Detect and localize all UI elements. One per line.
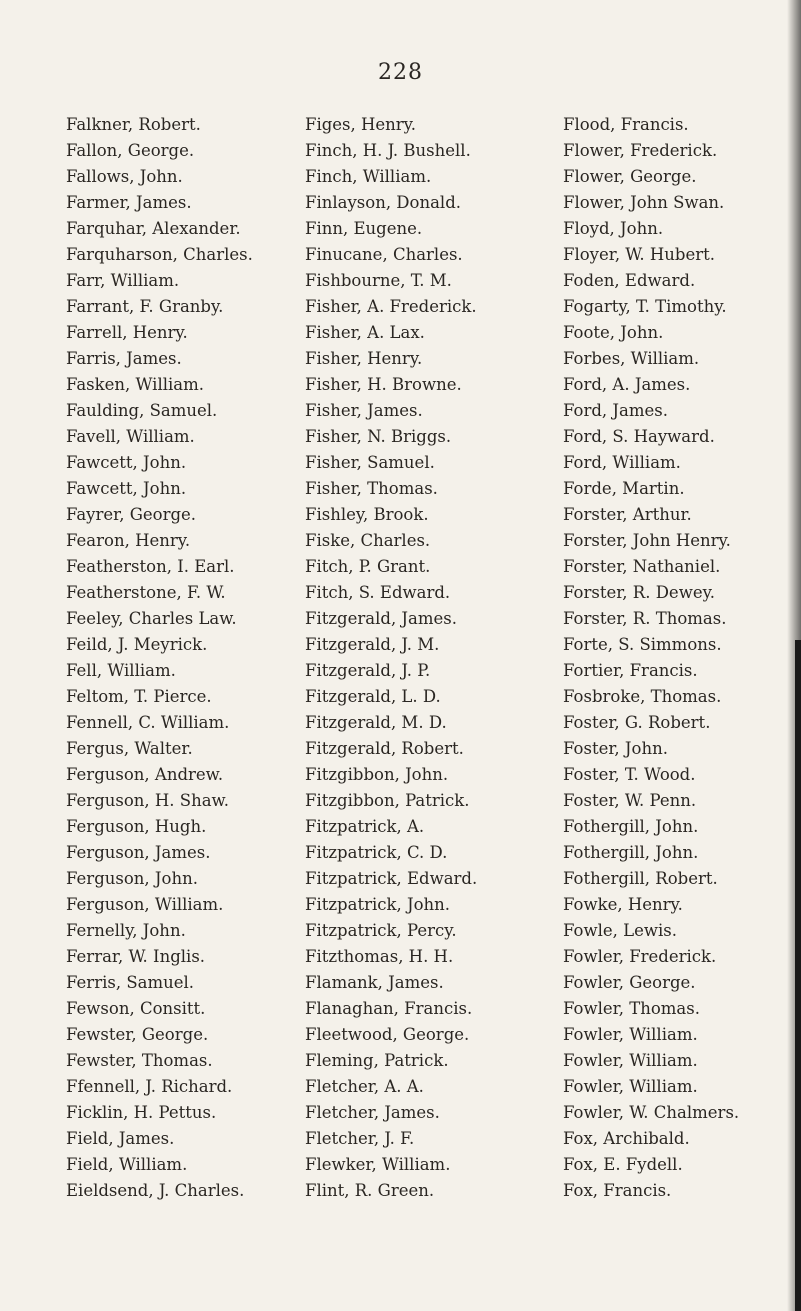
index-entry: Foster, T. Wood. — [563, 765, 696, 784]
index-entry: Fowler, W. Chalmers. — [563, 1103, 740, 1122]
index-entry: Fitzgerald, M. D. — [305, 713, 447, 732]
column-3 — [563, 112, 788, 1204]
index-entry: Ferguson, John. — [66, 869, 198, 888]
index-entry: Field, James. — [66, 1129, 175, 1148]
index-entry: Ford, S. Hayward. — [563, 427, 715, 446]
index-entry: Fitch, S. Edward. — [305, 583, 451, 602]
index-entry: Fitch, P. Grant. — [305, 557, 431, 576]
index-entry: Forster, R. Dewey. — [563, 583, 715, 602]
index-entry: Ffennell, J. Richard. — [66, 1077, 233, 1096]
index-entry: Fewster, Thomas. — [66, 1051, 213, 1070]
index-entry: Fitzgerald, J. P. — [305, 661, 431, 680]
index-entry: Ferguson, Hugh. — [66, 817, 207, 836]
index-entry: Farrell, Henry. — [66, 323, 188, 342]
index-entry: Fox, E. Fydell. — [563, 1155, 683, 1174]
index-entry: Fisher, N. Briggs. — [305, 427, 452, 446]
index-entry: Fewson, Consitt. — [66, 999, 206, 1018]
index-entry: Fox, Archibald. — [563, 1129, 690, 1148]
index-entry: Fowler, Thomas. — [563, 999, 700, 1018]
index-entry: Fisher, A. Lax. — [305, 323, 425, 342]
index-entry: Fitzpatrick, Edward. — [305, 869, 478, 888]
index-entry: Flamank, James. — [305, 973, 444, 992]
index-entry: Featherston, I. Earl. — [66, 557, 235, 576]
index-entry: Feeley, Charles Law. — [66, 609, 237, 628]
index-entry: Feltom, T. Pierce. — [66, 687, 212, 706]
index-entry: Fowler, William. — [563, 1077, 698, 1096]
index-entry: Floyer, W. Hubert. — [563, 245, 715, 264]
index-entry: Figes, Henry. — [305, 115, 417, 134]
index-entry: Forte, S. Simmons. — [563, 635, 722, 654]
index-entry: Fletcher, A. A. — [305, 1077, 424, 1096]
index-entry: Fergus, Walter. — [66, 739, 193, 758]
index-entry: Foster, W. Penn. — [563, 791, 697, 810]
index-entry: Forde, Martin. — [563, 479, 685, 498]
index-entry: Fleetwood, George. — [305, 1025, 470, 1044]
index-entry: Fisher, H. Browne. — [305, 375, 462, 394]
index-entry: Fitzgerald, J. M. — [305, 635, 440, 654]
index-entry: Fowler, Frederick. — [563, 947, 717, 966]
column-2 — [305, 112, 545, 1204]
index-entry: Fasken, William. — [66, 375, 205, 394]
index-entry: Fishley, Brook. — [305, 505, 429, 524]
index-entry: Fothergill, John. — [563, 817, 699, 836]
index-entry: Fewster, George. — [66, 1025, 209, 1044]
index-entry: Fowle, Lewis. — [563, 921, 677, 940]
index-entry: Ferguson, Andrew. — [66, 765, 224, 784]
index-entry: Flint, R. Green. — [305, 1181, 435, 1200]
index-entry: Fishbourne, T. M. — [305, 271, 452, 290]
index-entry: Finn, Eugene. — [305, 219, 423, 238]
index-entry: Fortier, Francis. — [563, 661, 698, 680]
index-entry: Fitzgerald, Robert. — [305, 739, 464, 758]
index-entry: Ferguson, H. Shaw. — [66, 791, 229, 810]
index-entry: Fiske, Charles. — [305, 531, 431, 550]
index-entry: Fothergill, John. — [563, 843, 699, 862]
index-entry: Ford, James. — [563, 401, 668, 420]
index-entry: Fleming, Patrick. — [305, 1051, 449, 1070]
index-entry: Fayrer, George. — [66, 505, 197, 524]
index-entry: Feild, J. Meyrick. — [66, 635, 208, 654]
index-entry: Foote, John. — [563, 323, 664, 342]
page-edge-binding — [795, 640, 801, 1311]
index-entry: Fawcett, John. — [66, 453, 187, 472]
index-entry: Field, William. — [66, 1155, 188, 1174]
index-entry: Fitzgerald, James. — [305, 609, 458, 628]
index-entry: Flower, Frederick. — [563, 141, 718, 160]
index-entry: Falkner, Robert. — [66, 115, 201, 134]
index-entry: Fitzgibbon, John. — [305, 765, 449, 784]
index-entry: Fallows, John. — [66, 167, 183, 186]
index-entry: Ferguson, James. — [66, 843, 211, 862]
index-entry: Forster, Nathaniel. — [563, 557, 721, 576]
index-entry: Fearon, Henry. — [66, 531, 191, 550]
index-entry: Flewker, William. — [305, 1155, 451, 1174]
index-entry: Floyd, John. — [563, 219, 664, 238]
index-entry: Fogarty, T. Timothy. — [563, 297, 727, 316]
index-entry: Fisher, Thomas. — [305, 479, 438, 498]
index-entry: Fletcher, James. — [305, 1103, 440, 1122]
index-entry: Farquhar, Alexander. — [66, 219, 241, 238]
index-entry: Flood, Francis. — [563, 115, 689, 134]
index-entry: Ford, A. James. — [563, 375, 691, 394]
index-entry: Finch, William. — [305, 167, 432, 186]
index-entry: Fox, Francis. — [563, 1181, 672, 1200]
index-entry: Fernelly, John. — [66, 921, 186, 940]
index-entry: Ferrar, W. Inglis. — [66, 947, 206, 966]
index-entry: Forster, R. Thomas. — [563, 609, 727, 628]
index-entry: Finlayson, Donald. — [305, 193, 462, 212]
index-entry: Flanaghan, Francis. — [305, 999, 473, 1018]
index-entry: Faulding, Samuel. — [66, 401, 218, 420]
index-entry: Fitzgibbon, Patrick. — [305, 791, 470, 810]
index-entry: Farrant, F. Granby. — [66, 297, 224, 316]
index-entry: Fisher, Henry. — [305, 349, 423, 368]
index-entry: Forster, John Henry. — [563, 531, 731, 550]
index-entry: Flower, George. — [563, 167, 697, 186]
index-entry: Ferris, Samuel. — [66, 973, 195, 992]
index-entry: Foden, Edward. — [563, 271, 696, 290]
index-entry: Fisher, James. — [305, 401, 423, 420]
index-entry: Fitzgerald, L. D. — [305, 687, 441, 706]
column-1 — [66, 112, 288, 1204]
index-entry: Foster, G. Robert. — [563, 713, 711, 732]
index-entry: Flower, John Swan. — [563, 193, 725, 212]
index-entry: Fitzthomas, H. H. — [305, 947, 454, 966]
index-entry: Farris, James. — [66, 349, 182, 368]
index-entry: Farr, William. — [66, 271, 180, 290]
index-entry: Ficklin, H. Pettus. — [66, 1103, 217, 1122]
index-entry: Favell, William. — [66, 427, 195, 446]
index-entry: Eieldsend, J. Charles. — [66, 1181, 245, 1200]
index-entry: Fallon, George. — [66, 141, 195, 160]
index-entry: Fawcett, John. — [66, 479, 187, 498]
page-number: 228 — [378, 60, 423, 85]
index-entry: Fletcher, J. F. — [305, 1129, 415, 1148]
index-entry: Farquharson, Charles. — [66, 245, 253, 264]
index-entry: Fell, William. — [66, 661, 176, 680]
index-entry: Farmer, James. — [66, 193, 192, 212]
index-entry: Fitzpatrick, Percy. — [305, 921, 457, 940]
index-entry: Featherstone, F. W. — [66, 583, 226, 602]
index-entry: Fitzpatrick, C. D. — [305, 843, 448, 862]
index-entry: Fitzpatrick, A. — [305, 817, 425, 836]
index-entry: Forbes, William. — [563, 349, 700, 368]
name-index — [0, 112, 801, 1200]
index-entry: Finucane, Charles. — [305, 245, 463, 264]
index-entry: Fowler, William. — [563, 1051, 698, 1070]
index-entry: Finch, H. J. Bushell. — [305, 141, 471, 160]
index-entry: Fennell, C. William. — [66, 713, 230, 732]
index-entry: Ferguson, William. — [66, 895, 224, 914]
index-entry: Fothergill, Robert. — [563, 869, 718, 888]
index-entry: Fosbroke, Thomas. — [563, 687, 722, 706]
index-entry: Ford, William. — [563, 453, 681, 472]
index-entry: Fowler, George. — [563, 973, 696, 992]
index-entry: Foster, John. — [563, 739, 668, 758]
index-entry: Fisher, Samuel. — [305, 453, 435, 472]
index-entry: Fisher, A. Frederick. — [305, 297, 477, 316]
index-entry: Forster, Arthur. — [563, 505, 692, 524]
index-entry: Fitzpatrick, John. — [305, 895, 451, 914]
index-entry: Fowke, Henry. — [563, 895, 683, 914]
index-entry: Fowler, William. — [563, 1025, 698, 1044]
